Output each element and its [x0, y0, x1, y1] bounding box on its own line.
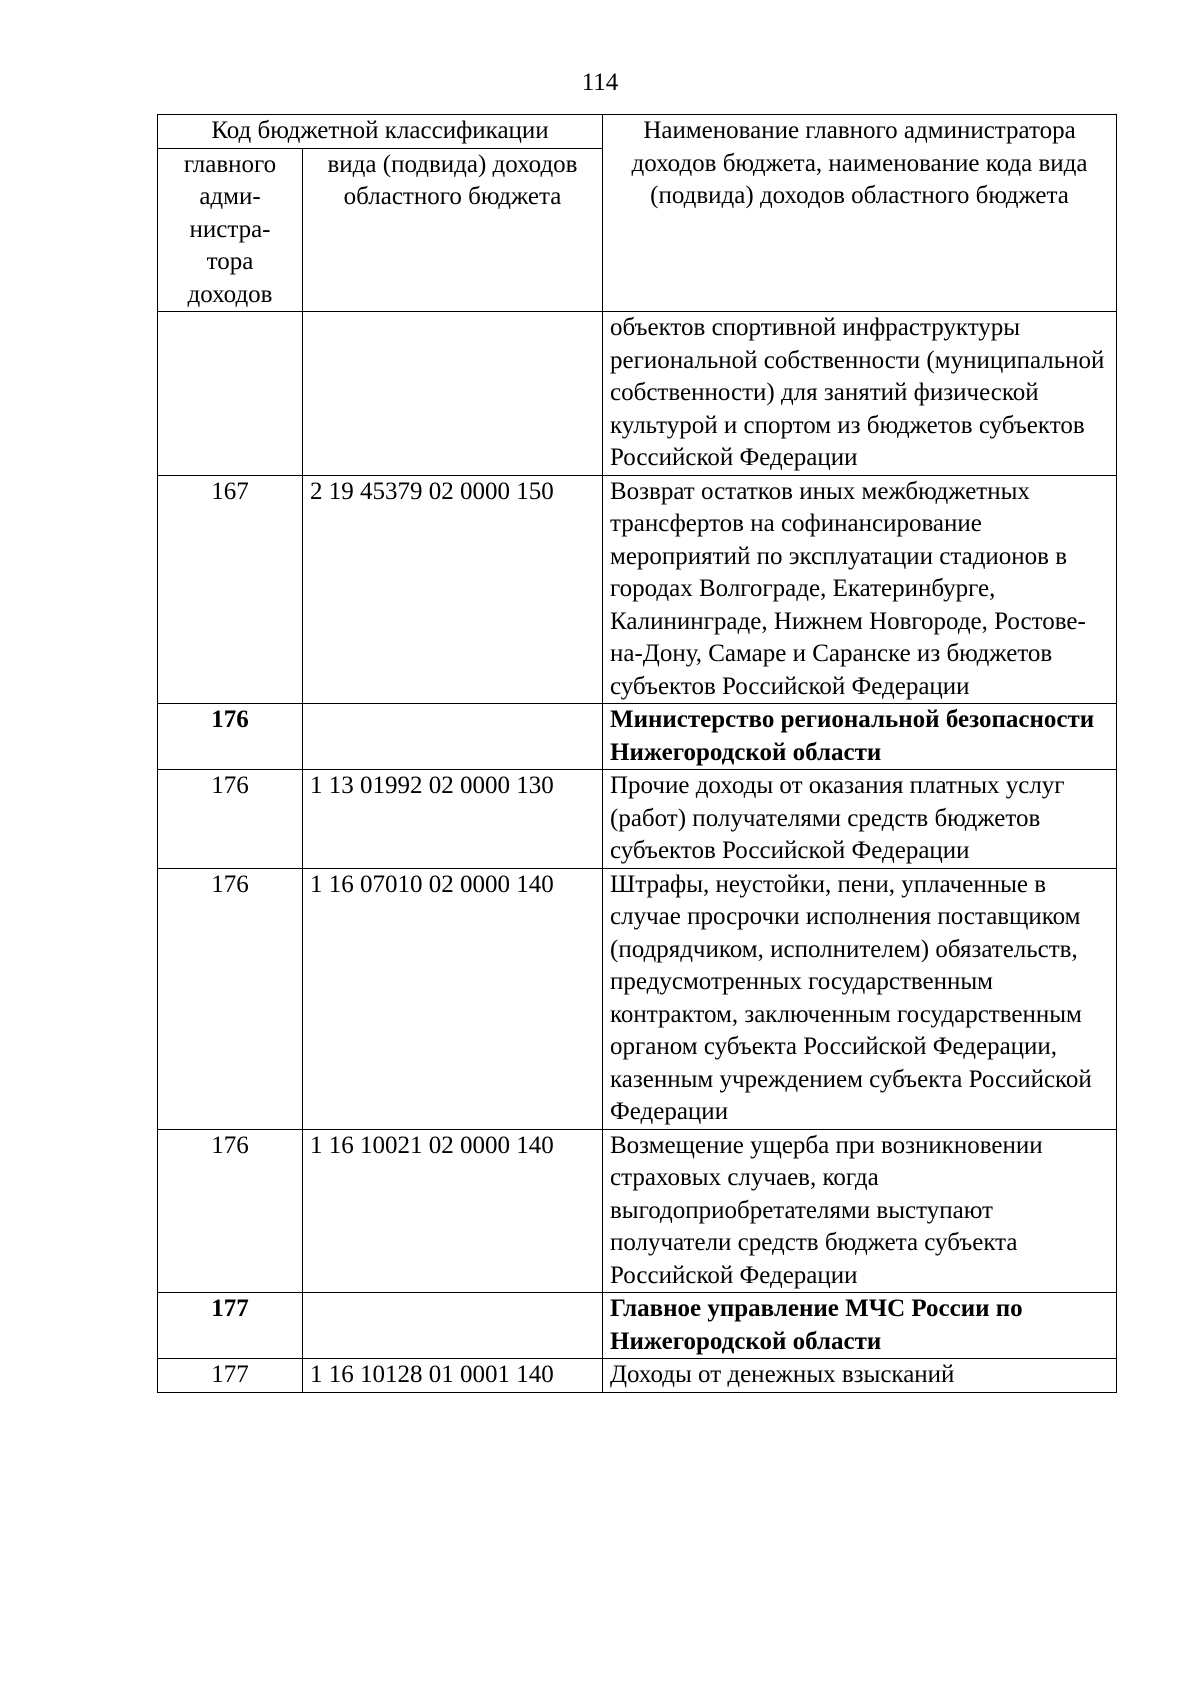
table-header-row	[158, 115, 1117, 149]
budget-classification-table	[157, 114, 1117, 1393]
income-name-cell: Штрафы, неустойки, пени, уплаченные в случае просрочки исполнения поставщиком (подрядчиком, исполнителем) обязательств, предусмотренных государственным контрактом, заключенным государственным органом субъекта Российской Федерации, казенным учреждением субъекта Российской Федерации	[603, 868, 1117, 1129]
page-number: 114	[581, 69, 619, 96]
admin-code-cell: 176	[158, 704, 303, 770]
header-main-administrator: главного адми- нистра- тора доходов	[158, 148, 303, 312]
income-name-cell: Главное управление МЧС России по Нижегородской области	[603, 1293, 1117, 1359]
table-row	[158, 475, 1117, 704]
income-code-cell	[303, 1293, 603, 1359]
table-body	[158, 312, 1117, 1393]
income-code-cell	[303, 312, 603, 476]
income-code-cell: 1 16 10128 01 0001 140	[303, 1359, 603, 1393]
header-budget-classification-code: Код бюджетной классификации	[158, 115, 603, 149]
admin-code-cell: 177	[158, 1359, 303, 1393]
table-row	[158, 704, 1117, 770]
income-code-cell: 2 19 45379 02 0000 150	[303, 475, 603, 704]
table-row	[158, 770, 1117, 869]
admin-code-cell: 176	[158, 868, 303, 1129]
income-code-cell: 1 16 10021 02 0000 140	[303, 1129, 603, 1293]
admin-code-cell: 176	[158, 1129, 303, 1293]
table-row	[158, 1359, 1117, 1393]
income-code-cell: 1 13 01992 02 0000 130	[303, 770, 603, 869]
income-code-cell	[303, 704, 603, 770]
admin-code-cell: 176	[158, 770, 303, 869]
table-row	[158, 1293, 1117, 1359]
admin-code-cell	[158, 312, 303, 476]
income-name-cell: Возврат остатков иных межбюджетных трансфертов на софинансирование мероприятий по эксплуатации стадионов в городах Волгограде, Екатеринбурге, Калининграде, Нижнем Новгороде, Ростове-на-Дону, Самаре и Саранске из бюджетов субъектов Российской Федерации	[603, 475, 1117, 704]
table-row	[158, 868, 1117, 1129]
income-name-cell: Министерство региональной безопасности Нижегородской области	[603, 704, 1117, 770]
header-administrator-name: Наименование главного администратора доходов бюджета, наименование кода вида (подвида) доходов областного бюджета	[603, 115, 1117, 312]
admin-code-cell: 177	[158, 1293, 303, 1359]
income-name-cell: Прочие доходы от оказания платных услуг (работ) получателями средств бюджетов субъектов Российской Федерации	[603, 770, 1117, 869]
header-income-type-code: вида (подвида) доходов областного бюджета	[303, 148, 603, 312]
income-name-cell: Возмещение ущерба при возникновении страховых случаев, когда выгодоприобретателями выступают получатели средств бюджета субъекта Российской Федерации	[603, 1129, 1117, 1293]
income-code-cell: 1 16 07010 02 0000 140	[303, 868, 603, 1129]
income-name-cell: Доходы от денежных взысканий	[603, 1359, 1117, 1393]
table-row	[158, 312, 1117, 476]
admin-code-cell: 167	[158, 475, 303, 704]
income-name-cell: объектов спортивной инфраструктуры региональной собственности (муниципальной собственности) для занятий физической культурой и спортом из бюджетов субъектов Российской Федерации	[603, 312, 1117, 476]
table-row	[158, 1129, 1117, 1293]
